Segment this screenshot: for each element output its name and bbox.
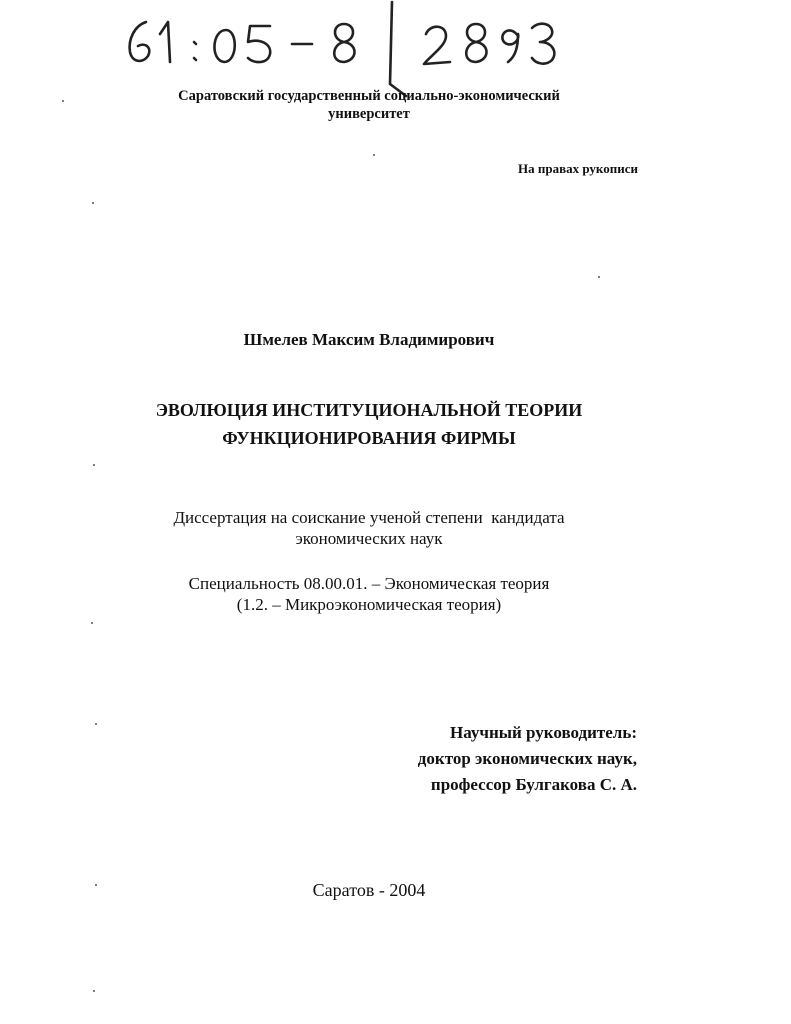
- degree-line-1: Диссертация на соискание ученой степени кандидата: [173, 508, 565, 527]
- supervisor-line-2: доктор экономических наук,: [417, 749, 637, 768]
- degree-statement: [0, 507, 738, 549]
- degree-line-2: экономических наук: [295, 529, 443, 548]
- author-name: Шмелев Максим Владимирович: [243, 330, 495, 349]
- scan-speck: [91, 622, 93, 624]
- handwriting-drawing: [108, 0, 578, 100]
- university-name: [0, 87, 738, 123]
- title-line-1: ЭВОЛЮЦИЯ ИНСТИТУЦИОНАЛЬНОЙ ТЕОРИИ: [155, 400, 583, 420]
- scan-speck: [93, 464, 95, 466]
- specialty: [0, 573, 738, 615]
- city-year: Саратов - 2004: [312, 880, 426, 900]
- title-line-2: ФУНКЦИОНИРОВАНИЯ ФИРМЫ: [222, 428, 516, 448]
- scientific-supervisor: [418, 720, 637, 798]
- specialty-line-2: (1.2. – Микроэкономическая теория): [236, 595, 502, 614]
- dissertation-title: [0, 396, 738, 452]
- scan-speck: [93, 990, 95, 992]
- specialty-line-1: Специальность 08.00.01. – Экономическая теория: [188, 574, 550, 593]
- scan-speck: [373, 154, 375, 156]
- scan-speck: [95, 884, 97, 886]
- university-line-1: Саратовский государственный социально-экономический: [178, 88, 560, 104]
- scan-speck: [62, 100, 64, 102]
- handwritten-archive-code: [108, 0, 578, 100]
- manuscript-rights: На правах рукописи: [518, 161, 638, 176]
- supervisor-line-3: профессор Булгакова С. А.: [430, 775, 637, 794]
- university-line-2: университет: [328, 106, 410, 122]
- scan-speck: [95, 723, 97, 725]
- supervisor-line-1: Научный руководитель:: [450, 723, 637, 742]
- scan-speck: [92, 202, 94, 204]
- scan-speck: [598, 276, 600, 278]
